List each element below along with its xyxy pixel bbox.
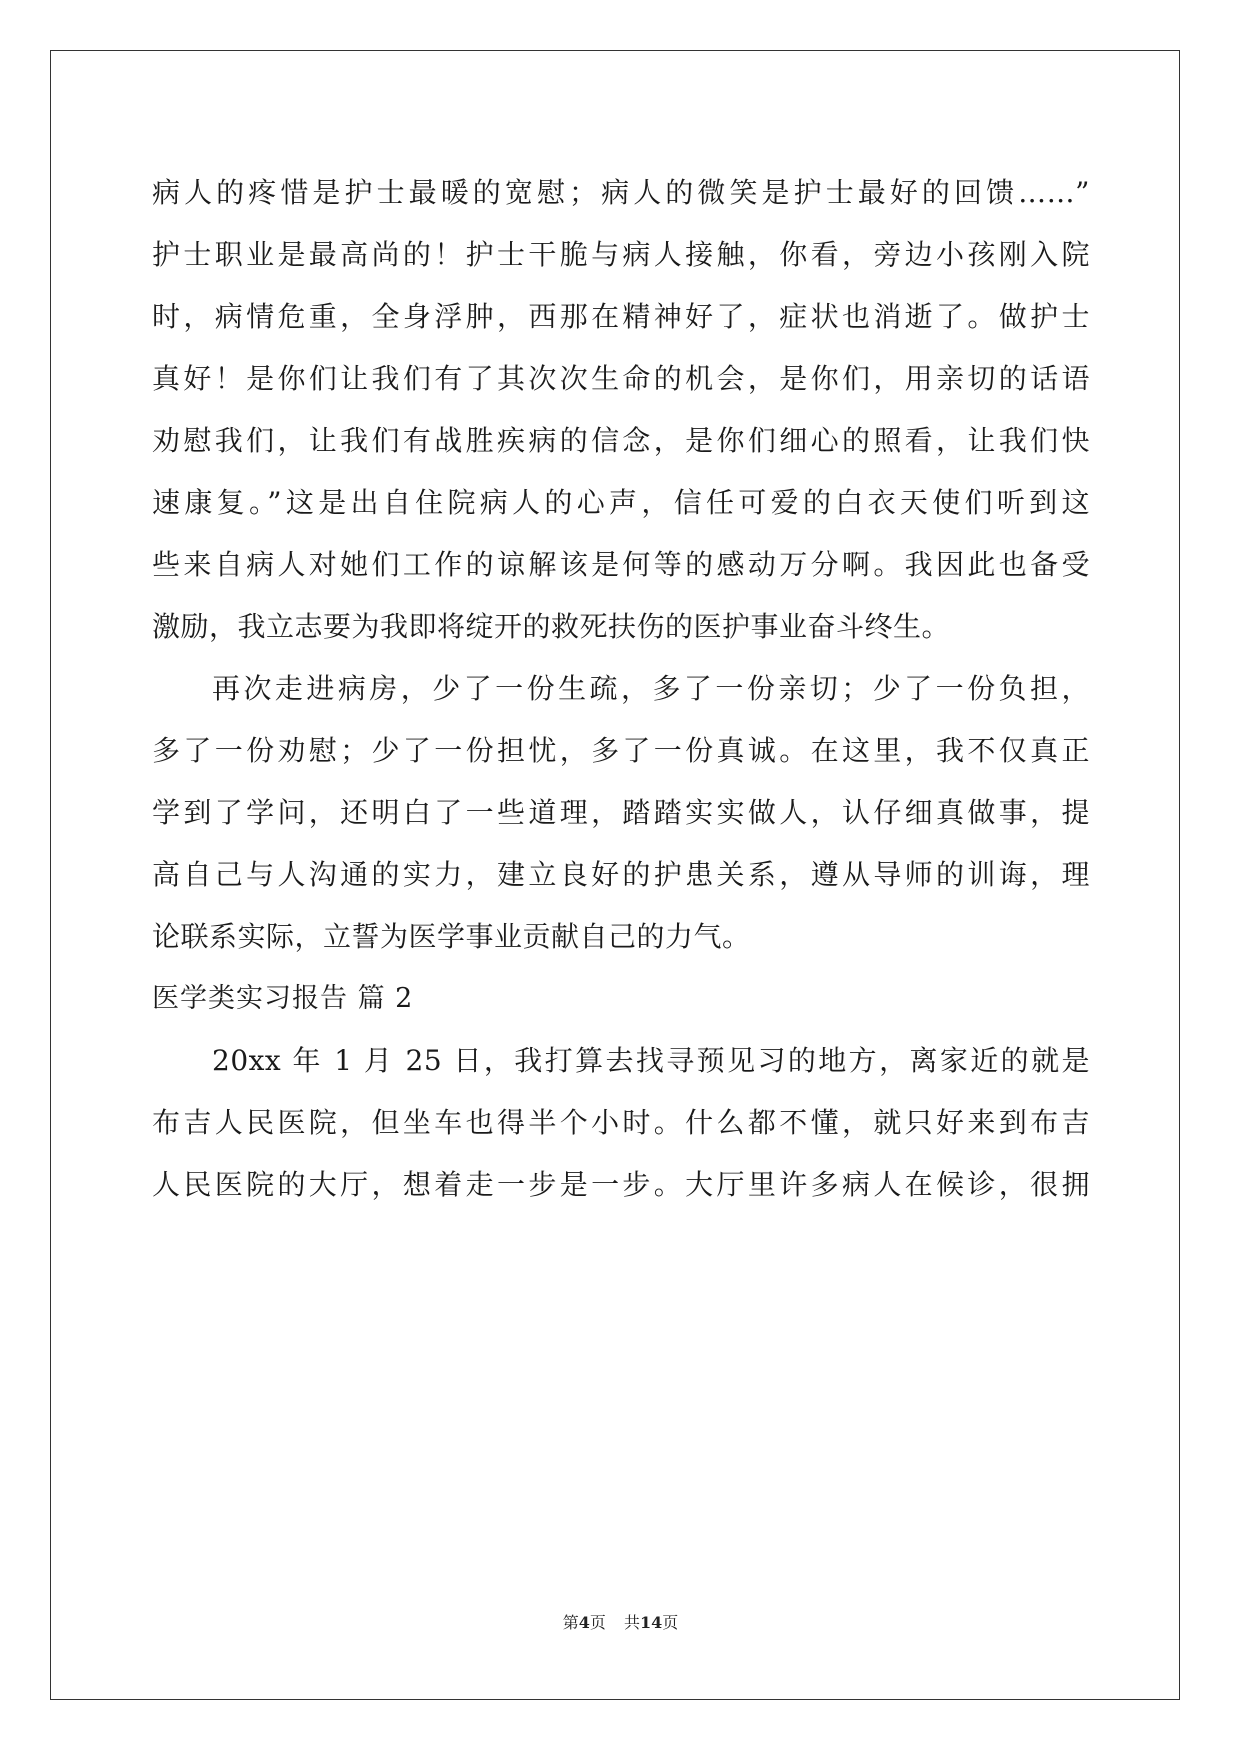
text-line: 高自己与人沟通的实力，建立良好的护患关系，遵从导师的训诲，理 <box>152 858 1090 891</box>
page-suffix: 页 <box>589 1613 606 1632</box>
document-body <box>152 162 1090 1216</box>
text-line: 多了一份劝慰；少了一份担忧，多了一份真诚。在这里，我不仅真正 <box>152 734 1090 767</box>
current-page: 4 <box>578 1613 590 1632</box>
page-prefix: 第 <box>562 1613 579 1632</box>
page-footer <box>0 1610 1241 1633</box>
text-line: 劝慰我们，让我们有战胜疾病的信念，是你们细心的照看，让我们快 <box>152 424 1090 457</box>
text-line: 学到了学问，还明白了一些道理，踏踏实实做人，认仔细真做事，提 <box>152 796 1090 829</box>
text-line: 20xx 年 1 月 25 日，我打算去找寻预见习的地方，离家近的就是 <box>212 1044 1090 1077</box>
text-line: 速康复。”这是出自住院病人的心声，信任可爱的白衣天使们听到这 <box>152 486 1090 519</box>
text-line: 时，病情危重，全身浮肿，西那在精神好了，症状也消逝了。做护士 <box>152 300 1090 333</box>
text-line: 护士职业是最高尚的！护士干脆与病人接触，你看，旁边小孩刚入院 <box>152 238 1090 271</box>
text-line: 激励，我立志要为我即将绽开的救死扶伤的医护事业奋斗终生。 <box>152 610 951 643</box>
text-line: 再次走进病房，少了一份生疏，多了一份亲切；少了一份负担， <box>212 672 1090 705</box>
text-line: 病人的疼惜是护士最暖的宽慰；病人的微笑是护士最好的回馈……” <box>152 176 1090 209</box>
text-line: 人民医院的大厅，想着走一步是一步。大厅里许多病人在候诊，很拥 <box>152 1168 1090 1201</box>
paragraph-1 <box>152 162 1090 658</box>
paragraph-2 <box>152 658 1090 968</box>
paragraph-3 <box>152 1030 1090 1216</box>
total-suffix: 页 <box>662 1613 679 1632</box>
page-total <box>624 1610 678 1633</box>
section-heading: 医学类实习报告 篇 2 <box>152 983 414 1014</box>
text-line: 论联系实际，立誓为医学事业贡献自己的力气。 <box>152 920 751 953</box>
page-number <box>563 1610 606 1633</box>
total-pages: 14 <box>639 1613 663 1632</box>
text-line: 些来自病人对她们工作的谅解该是何等的感动万分啊。我因此也备受 <box>152 548 1090 581</box>
total-prefix: 共 <box>623 1613 640 1632</box>
text-line: 布吉人民医院，但坐车也得半个小时。什么都不懂，就只好来到布吉 <box>152 1106 1090 1139</box>
text-line: 真好！是你们让我们有了其次次生命的机会，是你们，用亲切的话语 <box>152 362 1090 395</box>
